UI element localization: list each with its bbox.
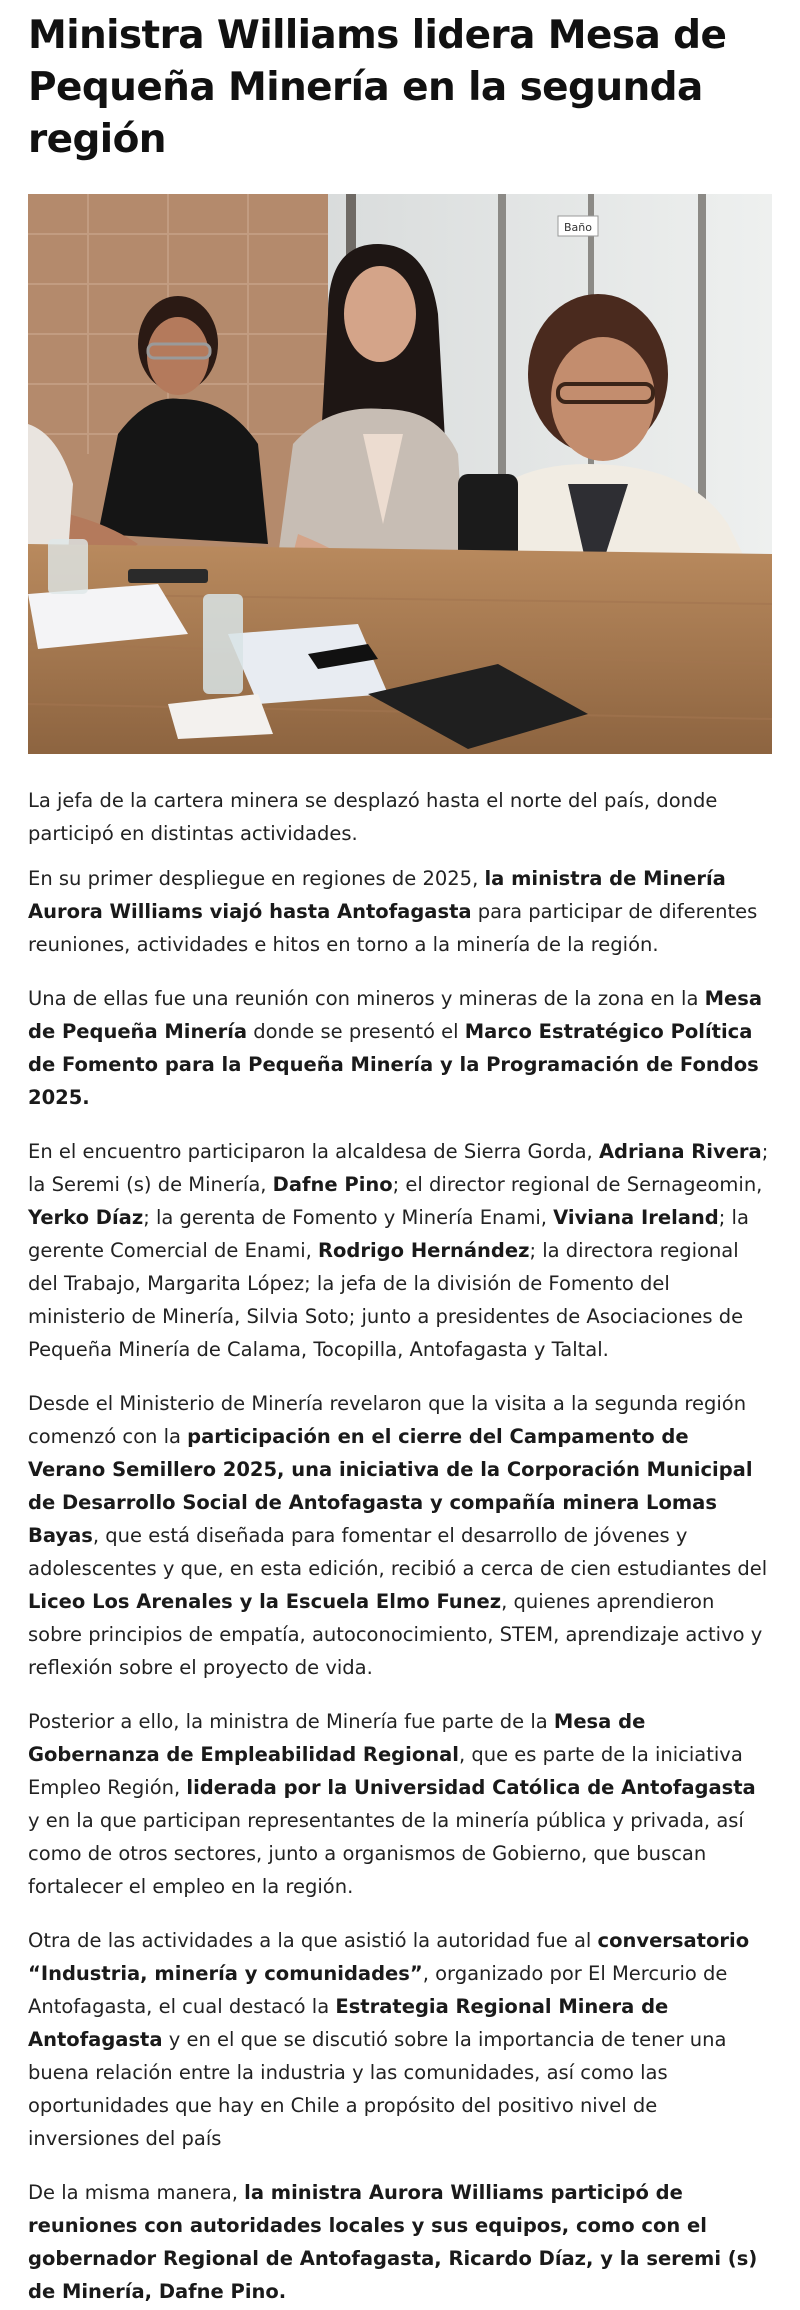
paragraph-5: Posterior a ello, la ministra de Minería fue parte de la Mesa de Gobernanza de Empleabilidad Regional, que es parte de la iniciativa Empleo Región, liderada por la Universidad Católica de Antofagasta y en la que participan representantes de la minería pública y privada, así como de otros sectores, junto a organismos de Gobierno, que buscan fortalecer el empleo en la región. bbox=[28, 1710, 756, 1898]
paragraph-1: En su primer despliegue en regiones de 2025, la ministra de Minería Aurora Williams viajó hasta Antofagasta para participar de diferentes reuniones, actividades e hitos en torno a la minería de la región. bbox=[28, 867, 758, 956]
paragraph-7: De la misma manera, la ministra Aurora Williams participó de reuniones con autoridades locales y sus equipos, como con el gobernador Regional de Antofagasta, Ricardo Díaz, y la seremi (s) de Minería, Dafne Pino. bbox=[28, 2181, 758, 2303]
photo-illustration bbox=[28, 194, 772, 754]
paragraph-2: Una de ellas fue una reunión con mineros y mineras de la zona en la Mesa de Pequeña Minería donde se presentó el Marco Estratégico Política de Fomento para la Pequeña Minería y la Programación de Fondos 2025. bbox=[28, 987, 763, 1109]
paragraph-6: Otra de las actividades a la que asistió la autoridad fue al conversatorio “Industria, minería y comunidades”, organizado por El Mercurio de Antofagasta, el cual destacó la Estrategia Regional Minera de Antofagasta y en el que se discutió sobre la importancia de tener una buena relación entre la industria y las comunidades, así como las oportunidades que hay en Chile a propósito del positivo nivel de inversiones del país bbox=[28, 1929, 750, 2150]
paragraph-3: En el encuentro participaron la alcaldesa de Sierra Gorda, Adriana Rivera; la Seremi (s) de Minería, Dafne Pino; el director regional de Sernageomin, Yerko Díaz; la gerenta de Fomento y Minería Enami, Viviana Ireland; la gerente Comercial de Enami, Rodrigo Hernández; la directora regional del Trabajo, Margarita López; la jefa de la división de Fomento del ministerio de Minería, Silvia Soto; junto a presidentes de Asociaciones de Pequeña Minería de Calama, Tocopilla, Antofagasta y Taltal. bbox=[28, 1140, 769, 1361]
article-body bbox=[28, 784, 772, 2308]
paragraph-4: Desde el Ministerio de Minería revelaron que la visita a la segunda región comenzó con la participación en el cierre del Campamento de Verano Semillero 2025, una iniciativa de la Corporación Municipal de Desarrollo Social de Antofagasta y compañía minera Lomas Bayas, que está diseñada para fomentar el desarrollo de jóvenes y adolescentes y que, en esta edición, recibió a cerca de cien estudiantes del Liceo Los Arenales y la Escuela Elmo Funez, quienes aprendieron sobre principios de empatía, autoconocimiento, STEM, aprendizaje activo y reflexión sobre el proyecto de vida. bbox=[28, 1392, 768, 1679]
article-lead: La jefa de la cartera minera se desplazó hasta el norte del país, donde participó en distintas actividades. bbox=[28, 789, 718, 845]
article-title: Ministra Williams lidera Mesa de Pequeña Minería en la segunda región bbox=[28, 13, 727, 162]
article-photo[interactable] bbox=[28, 194, 772, 754]
sign-text: Baño bbox=[564, 221, 592, 234]
